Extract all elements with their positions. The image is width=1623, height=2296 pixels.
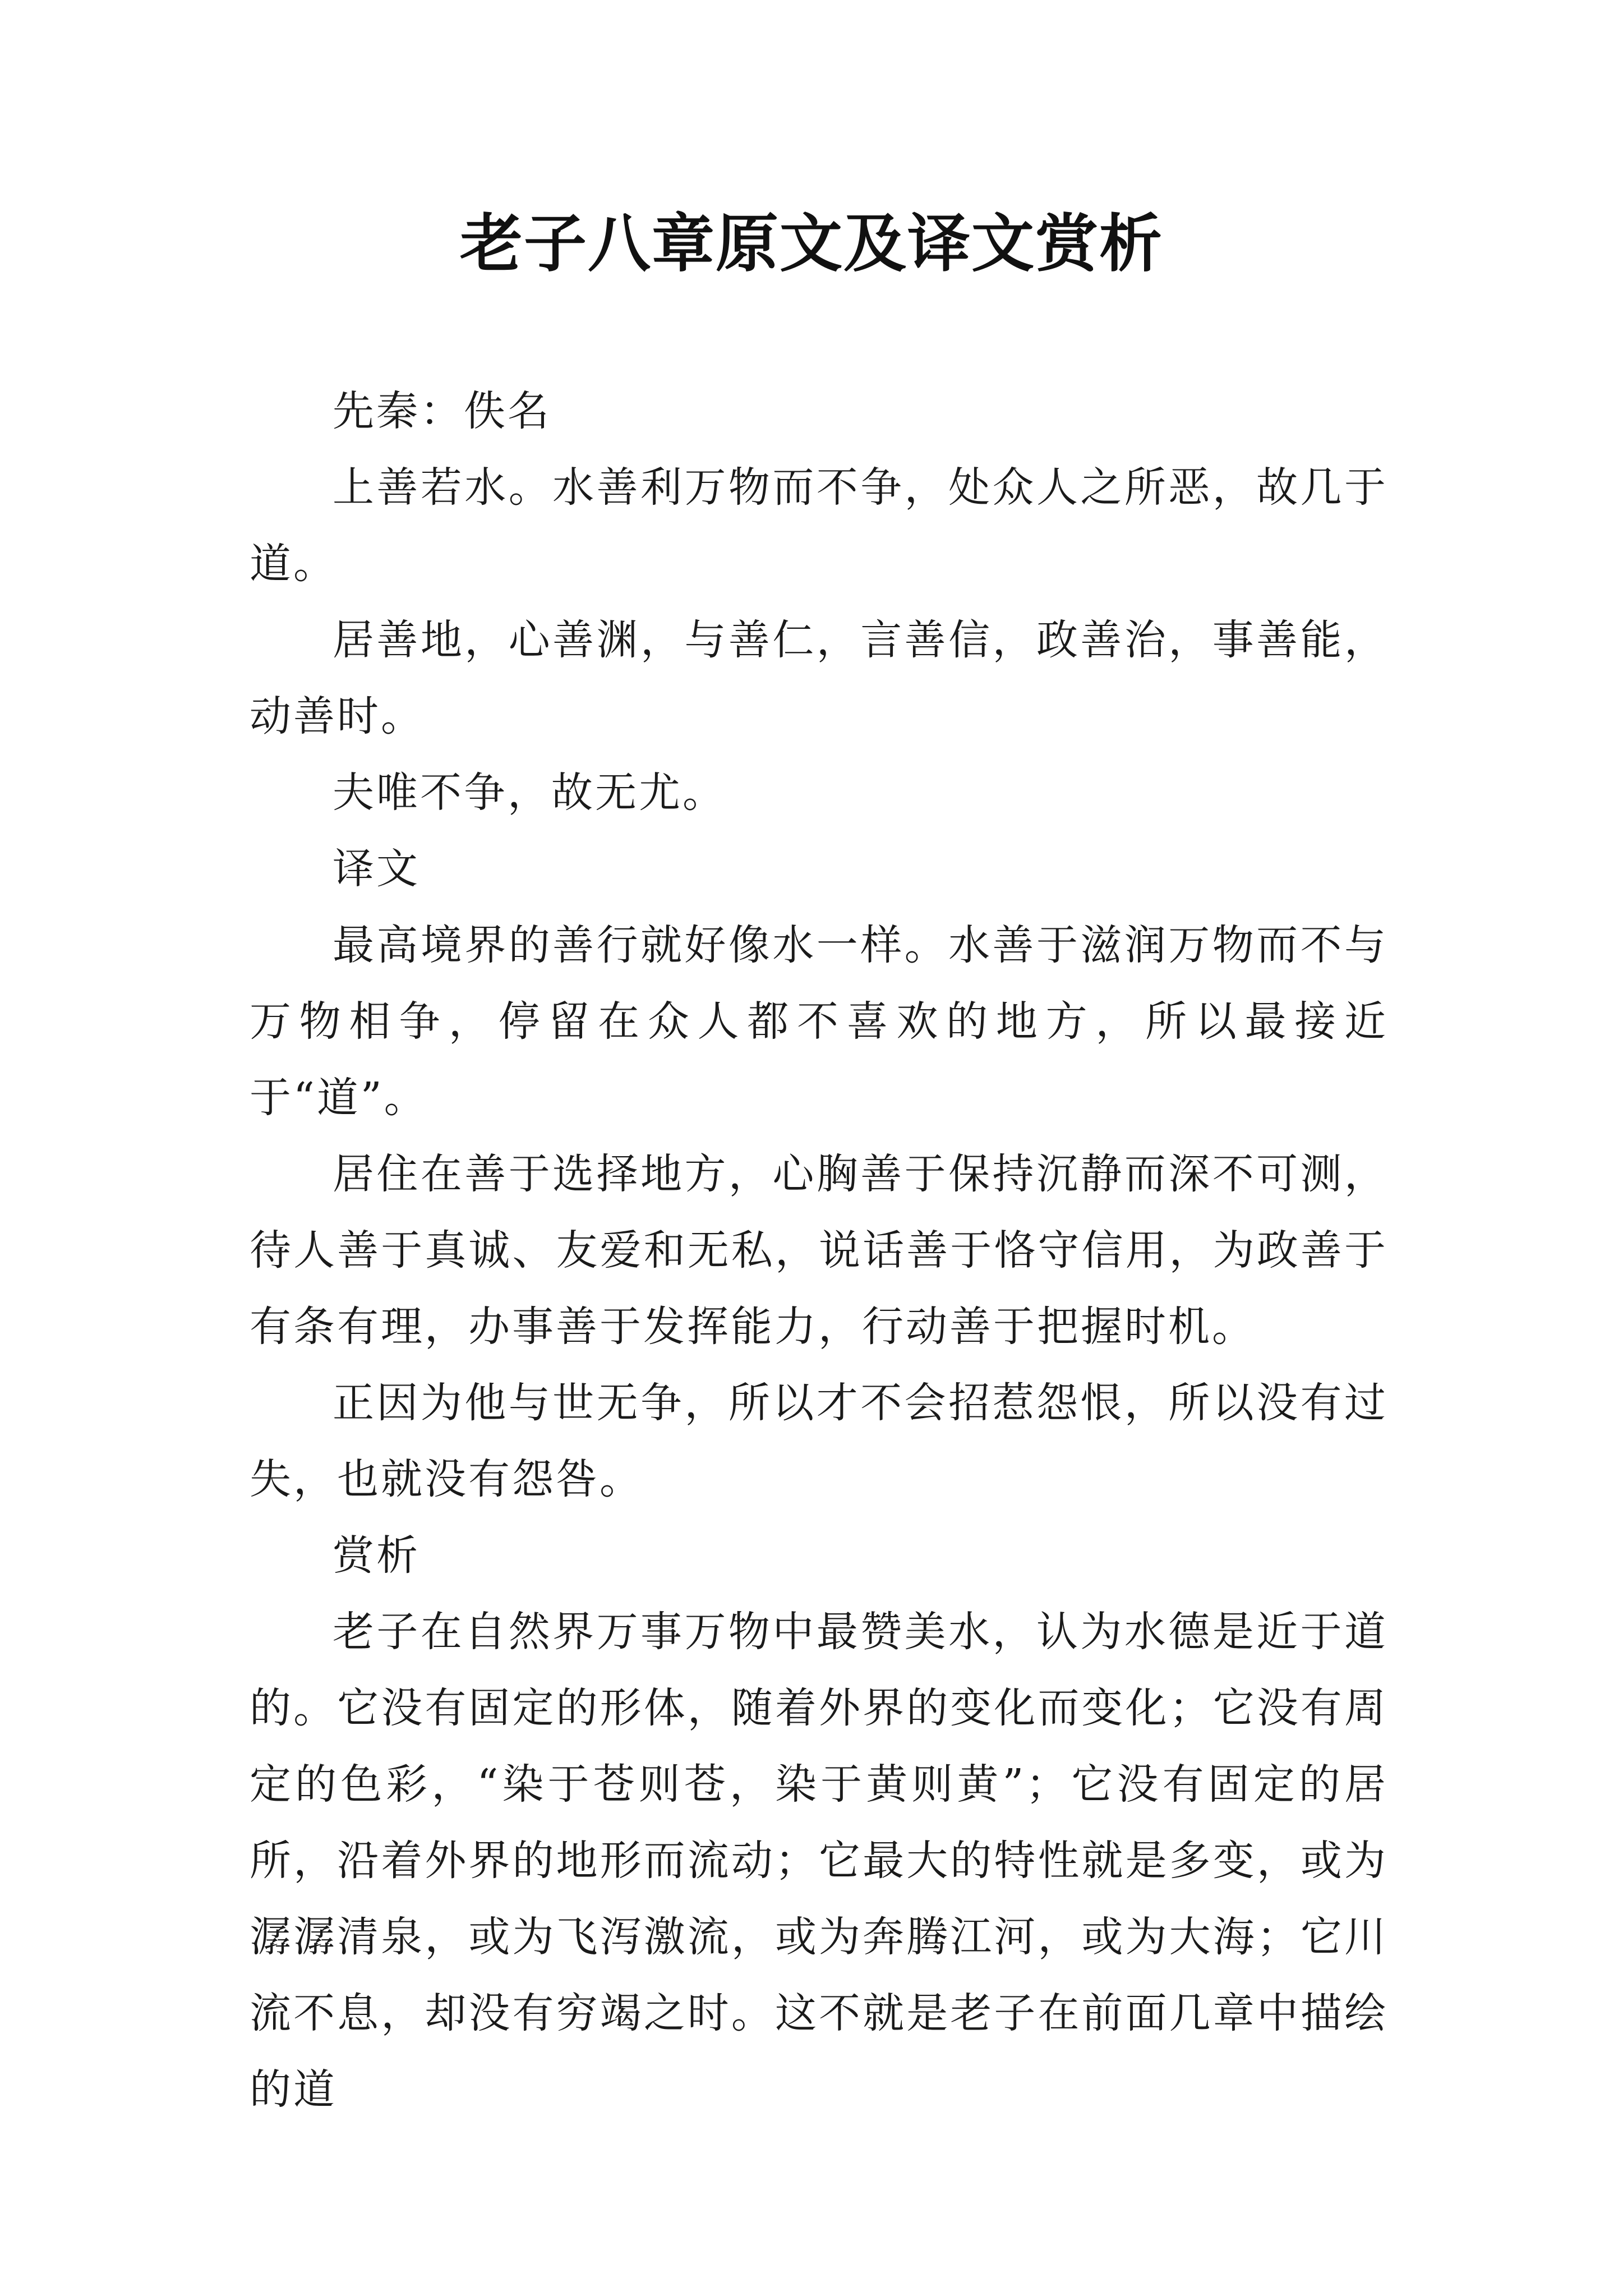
section-heading-appreciation: 赏析: [333, 1531, 420, 1580]
document-body: [250, 373, 1388, 2128]
document-title: 老子八章原文及译文赏析: [460, 207, 1163, 280]
section-heading-translation: 译文: [333, 845, 420, 893]
paragraph-appreciation-1: 老子在自然界万事万物中最赞美水，认为水德是近于道的。它没有固定的形体，随着外界的变化而变化；它没有周定的色彩，“染于苍则苍，染于黄则黄”；它没有固定的居所，沿着外界的地形而流动；它最大的特性就是多变，或为潺潺清泉，或为飞泻激流，或为奔腾江河，或为大海；它川流不息，却没有穷竭之时。这不就是老子在前面几章中描绘的道: [250, 1608, 1388, 2114]
paragraph-translation-2: 居住在善于选择地方，心胸善于保持沉静而深不可测，待人善于真诚、友爱和无私，说话善于恪守信用，为政善于有条有理，办事善于发挥能力，行动善于把握时机。: [250, 1150, 1388, 1351]
paragraph-translation-3: 正因为他与世无争，所以才不会招惹怨恨，所以没有过失，也就没有怨咎。: [250, 1379, 1388, 1503]
paragraph-author: 先秦：佚名: [333, 387, 551, 435]
paragraph-original-1: 上善若水。水善利万物而不争，处众人之所恶，故几于道。: [250, 463, 1388, 588]
paragraph-translation-1: 最高境界的善行就好像水一样。水善于滋润万物而不与万物相争，停留在众人都不喜欢的地方，所以最接近于“道”。: [250, 921, 1388, 1122]
paragraph-original-3: 夫唯不争，故无尤。: [333, 769, 726, 817]
paragraph-original-2: 居善地，心善渊，与善仁，言善信，政善治，事善能，动善时。: [250, 616, 1388, 740]
